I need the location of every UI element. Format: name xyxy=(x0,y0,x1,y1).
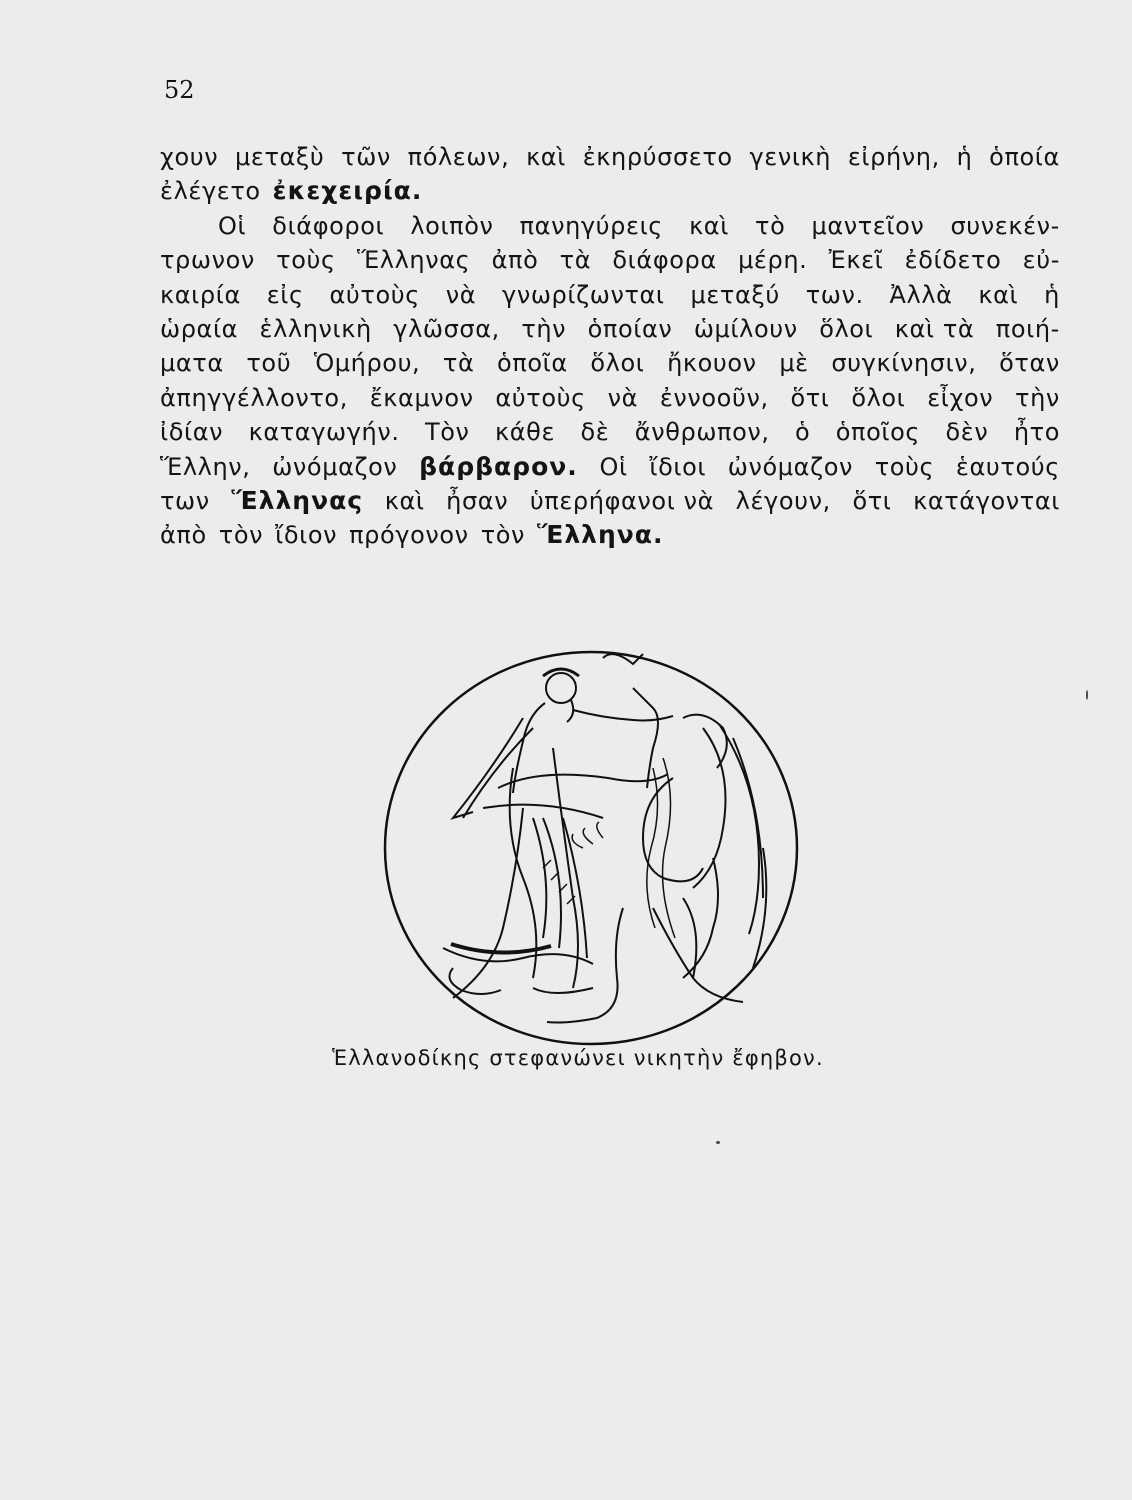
emphasized-word: βάρβαρον. xyxy=(419,451,578,481)
word: πόλεων, xyxy=(407,143,510,171)
word: εἰρήνη, xyxy=(847,143,940,171)
word: διάφοροι xyxy=(272,211,385,240)
word: ἤκουον xyxy=(667,349,757,378)
word: κάθε xyxy=(495,418,556,447)
word: Ἀλλὰ xyxy=(889,280,953,309)
word: Ἐκεῖ xyxy=(828,246,884,275)
word: ἦσαν xyxy=(446,486,509,515)
word: δὲ xyxy=(580,418,610,447)
word: καὶ xyxy=(384,486,425,515)
word: ἑλληνικὴ xyxy=(259,314,372,343)
text-line xyxy=(160,243,1060,277)
text-line xyxy=(160,518,1060,552)
word: Ὁμήρου, xyxy=(313,349,421,378)
word: ὁ xyxy=(795,418,811,447)
word: ὅλοι xyxy=(851,383,906,412)
word: ἰδίαν xyxy=(160,418,224,447)
word: των xyxy=(160,486,210,515)
word: ὁποῖος xyxy=(835,418,921,447)
word: μέρη. xyxy=(738,246,808,275)
word: δὲν xyxy=(945,418,989,447)
word: συνεκέν- xyxy=(950,211,1060,240)
word: γλῶσσα, xyxy=(393,314,500,343)
word: τοῦ xyxy=(246,349,292,378)
vase-illustration xyxy=(383,648,803,1048)
word: ἐλέγετο xyxy=(160,177,261,206)
word: τρωνον xyxy=(160,246,255,275)
word: εὐ- xyxy=(1022,246,1060,275)
word: γνωρίζωνται xyxy=(502,280,665,309)
word: ἄνθρωπον, xyxy=(634,418,770,447)
word: μεταξύ xyxy=(690,280,780,309)
figure-caption: Ἑλλανοδίκης στεφανώνει νικητὴν ἔφηβον. xyxy=(332,1046,824,1070)
word: μαντεῖον xyxy=(811,211,925,240)
word: ματα xyxy=(160,349,224,378)
word: ἐκηρύσσετο xyxy=(582,143,733,171)
text-line xyxy=(160,174,1060,208)
word: τοὺς xyxy=(276,246,336,275)
scan-speck xyxy=(716,1141,720,1144)
word: Ἕλληνας xyxy=(356,246,471,275)
word: καὶ τὰ xyxy=(894,314,975,343)
word: πρόγονον xyxy=(349,521,469,550)
word: εἶχον xyxy=(927,383,994,412)
text-line xyxy=(160,381,1060,415)
word: ἔκαμνον xyxy=(369,383,474,412)
word: ἀπὸ xyxy=(491,246,539,275)
word: ὅταν xyxy=(999,349,1060,378)
word: καὶ xyxy=(689,211,729,240)
word: καὶ xyxy=(978,280,1019,309)
word: κατάγονται xyxy=(913,486,1060,515)
page-number: 52 xyxy=(164,76,195,104)
word: ἐδίδετο xyxy=(904,246,1002,275)
word: τῶν xyxy=(341,143,391,171)
word: ἡ xyxy=(1044,280,1060,309)
word: τὴν xyxy=(1015,383,1060,412)
word: ἴδιοι xyxy=(649,452,707,481)
word: Τὸν xyxy=(425,418,470,447)
text-line xyxy=(160,312,1060,346)
word: ἐννοοῦν, xyxy=(659,383,769,412)
word: ἴδιον xyxy=(275,521,338,550)
word: συγκίνησιν, xyxy=(831,349,977,378)
vase-illustration-drawing xyxy=(383,648,803,1048)
emphasized-word: Ἕλληνας xyxy=(231,485,364,515)
word: ὑπερήφανοι νὰ xyxy=(529,486,715,515)
word: ὅλοι xyxy=(819,314,874,343)
word: πανηγύρεις xyxy=(519,211,663,240)
word: τὸ xyxy=(755,211,786,240)
word: ὠνόμαζον xyxy=(272,452,398,481)
word: Οἱ xyxy=(218,211,247,240)
emphasized-word: Ἕλληνα. xyxy=(537,520,664,550)
word: τὸν xyxy=(218,521,264,550)
word: τὰ xyxy=(442,349,475,378)
word: καταγωγήν. xyxy=(248,418,400,447)
scan-speck xyxy=(1086,690,1088,700)
word: ὁποίαν xyxy=(587,314,673,343)
word: ἀπὸ xyxy=(160,521,207,550)
word: εἰς xyxy=(266,280,304,309)
word: γενικὴ xyxy=(749,143,832,171)
text-line xyxy=(160,140,1060,174)
word: ὁποῖα xyxy=(497,349,568,378)
text-line xyxy=(160,450,1060,484)
word: ὡραία xyxy=(160,314,239,343)
text-line xyxy=(160,209,1060,243)
word: ὅλοι xyxy=(590,349,645,378)
emphasized-word: ἐκεχειρία. xyxy=(272,176,423,206)
body-text xyxy=(160,140,1060,553)
word: Οἱ xyxy=(599,452,628,481)
word: ὁποία xyxy=(989,143,1060,171)
word: μὲ xyxy=(779,349,809,378)
word: διάφορα xyxy=(612,246,717,275)
word: ὅτι xyxy=(790,383,830,412)
word: ὡμίλουν xyxy=(693,314,798,343)
word: λοιπὸν xyxy=(410,211,494,240)
word: μεταξὺ xyxy=(235,143,325,171)
word: λέγουν, xyxy=(735,486,831,515)
word: αὐτοὺς xyxy=(329,280,420,309)
word: τοὺς xyxy=(874,452,935,481)
word: ὠνόμαζον xyxy=(727,452,854,481)
word: νὰ xyxy=(445,280,477,309)
word: ποιή- xyxy=(995,314,1060,343)
text-line xyxy=(160,278,1060,312)
word: νὰ xyxy=(607,383,639,412)
word: χουν xyxy=(160,143,219,171)
word: των. xyxy=(805,280,864,309)
word: ἦτο xyxy=(1013,418,1060,447)
word: τὸν xyxy=(480,521,526,550)
word: ἑαυτούς xyxy=(955,452,1060,481)
word: καὶ xyxy=(526,143,566,171)
word: αὐτοὺς xyxy=(495,383,586,412)
word: τὴν xyxy=(521,314,567,343)
word: ὅτι xyxy=(852,486,892,515)
word: ἀπηγγέλλοντο, xyxy=(160,383,348,412)
word: τὰ xyxy=(559,246,592,275)
text-line xyxy=(160,484,1060,518)
text-line xyxy=(160,346,1060,380)
word: ἡ xyxy=(956,143,973,171)
word: Ἕλλην, xyxy=(160,452,251,481)
word: καιρία xyxy=(160,280,241,309)
text-line xyxy=(160,415,1060,449)
